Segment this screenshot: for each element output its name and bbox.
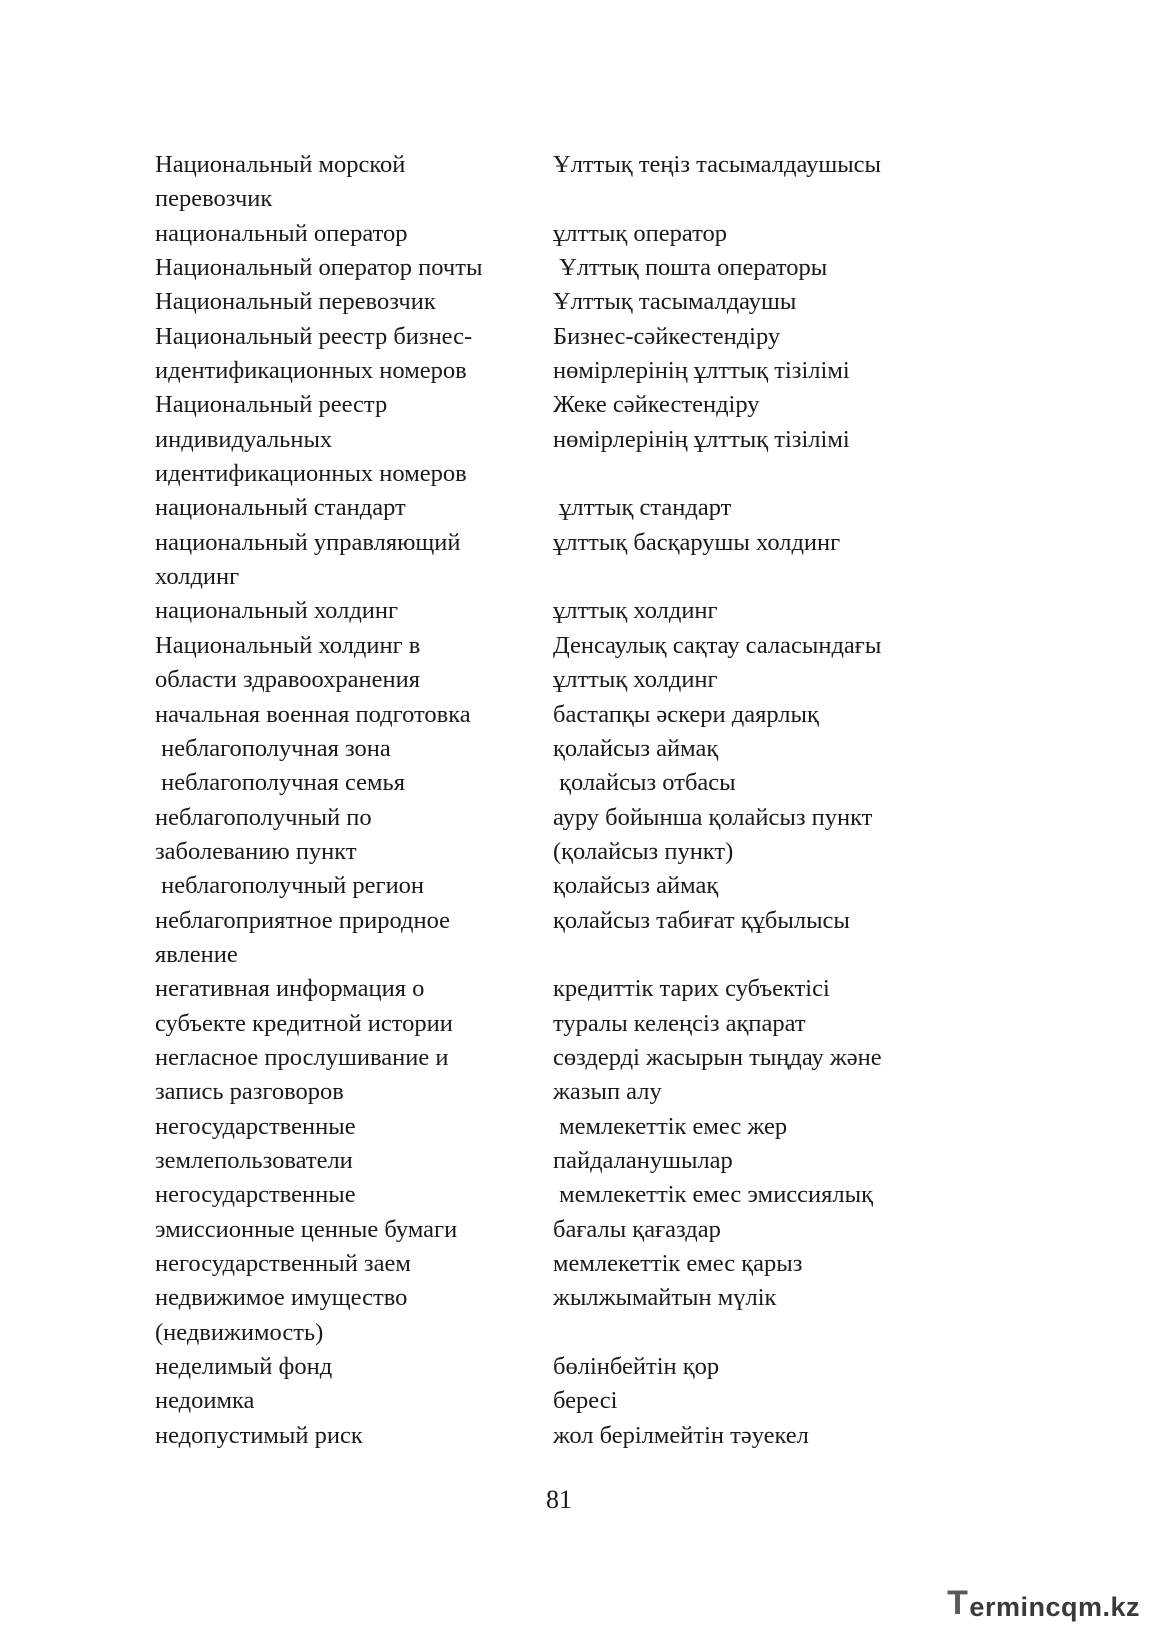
- russian-term: неделимый фонд: [155, 1353, 333, 1381]
- glossary-line: [155, 972, 955, 1006]
- russian-term: негативная информация о: [155, 975, 425, 1003]
- glossary-line: [155, 560, 955, 594]
- russian-term: Национальный перевозчик: [155, 288, 436, 316]
- kazakh-term: мемлекеттік емес эмиссиялық: [553, 1181, 874, 1209]
- russian-term: субъекте кредитной истории: [155, 1009, 453, 1037]
- russian-term: Национальный холдинг в: [155, 631, 421, 659]
- glossary-line: [155, 1316, 955, 1350]
- kazakh-term: сөздерді жасырын тыңдау және: [553, 1043, 882, 1071]
- glossary-line: [155, 629, 955, 663]
- glossary-entries: [155, 148, 955, 1453]
- kazakh-term: бағалы қағаздар: [553, 1215, 721, 1243]
- russian-term: идентификационных номеров: [155, 357, 467, 385]
- kazakh-term: Бизнес-сәйкестендіру: [553, 322, 781, 350]
- kazakh-term: ұлттық оператор: [553, 219, 727, 247]
- russian-term: Национальный реестр: [155, 391, 388, 419]
- kazakh-term: пайдаланушылар: [553, 1146, 733, 1174]
- russian-term: недвижимое имущество: [155, 1284, 408, 1312]
- russian-term: национальный стандарт: [155, 494, 406, 522]
- russian-term: индивидуальных: [155, 425, 333, 453]
- kazakh-term: жазып алу: [553, 1078, 662, 1106]
- russian-term: явление: [155, 940, 238, 968]
- kazakh-term: кредиттік тарих субъектісі: [553, 975, 830, 1003]
- kazakh-term: бөлінбейтін қор: [553, 1353, 720, 1381]
- russian-term: Национальный оператор почты: [155, 254, 483, 282]
- russian-term: начальная военная подготовка: [155, 700, 471, 728]
- glossary-line: [155, 1419, 955, 1453]
- russian-term: заболеванию пункт: [155, 837, 357, 865]
- russian-term: неблагополучный по: [155, 803, 372, 831]
- kazakh-term: Ұлттық теңіз тасымалдаушысы: [553, 151, 881, 178]
- russian-term: (недвижимость): [155, 1318, 324, 1346]
- glossary-line: [155, 251, 955, 285]
- kazakh-term: ұлттық холдинг: [553, 666, 718, 694]
- russian-term: недопустимый риск: [155, 1421, 363, 1449]
- kazakh-term: ауру бойынша қолайсыз пункт: [553, 803, 873, 831]
- kazakh-term: ұлттық холдинг: [553, 597, 718, 625]
- kazakh-term: ұлттық стандарт: [553, 494, 732, 522]
- russian-term: негосударственный заем: [155, 1250, 411, 1277]
- glossary-line: [155, 354, 955, 388]
- watermark-t-letter: T: [947, 1584, 969, 1622]
- watermark-text-end: m.kz: [1077, 1592, 1140, 1622]
- kazakh-term: бастапқы әскери даярлық: [553, 700, 819, 728]
- russian-term: холдинг: [155, 563, 240, 591]
- russian-term: землепользователи: [155, 1146, 353, 1174]
- glossary-line: [155, 766, 955, 800]
- glossary-line: [155, 388, 955, 422]
- glossary-line: [155, 1110, 955, 1144]
- glossary-line: [155, 1213, 955, 1247]
- glossary-line: [155, 1350, 955, 1384]
- russian-term: перевозчик: [155, 185, 273, 213]
- russian-term: неблагополучный регион: [155, 872, 425, 900]
- glossary-line: [155, 1075, 955, 1109]
- watermark-text-start: ermincq: [969, 1592, 1078, 1622]
- russian-term: национальный оператор: [155, 219, 408, 247]
- russian-term: неблагополучная зона: [155, 734, 391, 762]
- russian-term: Национальный реестр бизнес-: [155, 322, 473, 350]
- kazakh-term: мемлекеттік емес қарыз: [553, 1250, 803, 1277]
- glossary-line: [155, 904, 955, 938]
- glossary-line: [155, 1281, 955, 1315]
- glossary-line: [155, 182, 955, 216]
- glossary-line: [155, 1178, 955, 1212]
- kazakh-term: қолайсыз аймақ: [553, 872, 719, 900]
- kazakh-term: қолайсыз отбасы: [553, 769, 736, 797]
- termincom-watermark: [947, 1584, 1140, 1623]
- glossary-line: [155, 148, 955, 182]
- glossary-line: [155, 320, 955, 354]
- russian-term: неблагополучная семья: [155, 769, 405, 797]
- kazakh-term: (қолайсыз пункт): [553, 837, 734, 865]
- russian-term: Национальный морской: [155, 151, 406, 178]
- glossary-line: [155, 732, 955, 766]
- russian-term: запись разговоров: [155, 1078, 344, 1106]
- kazakh-term: қолайсыз аймақ: [553, 734, 719, 762]
- glossary-line: [155, 1041, 955, 1075]
- kazakh-term: Жеке сәйкестендіру: [553, 391, 760, 419]
- russian-term: неблагоприятное природное: [155, 906, 451, 934]
- kazakh-term: мемлекеттік емес жер: [553, 1112, 788, 1140]
- glossary-line: [155, 457, 955, 491]
- glossary-line: [155, 801, 955, 835]
- glossary-line: [155, 285, 955, 319]
- glossary-line: [155, 526, 955, 560]
- kazakh-term: жылжымайтын мүлік: [553, 1284, 777, 1312]
- russian-term: недоимка: [155, 1387, 255, 1415]
- glossary-line: [155, 869, 955, 903]
- glossary-line: [155, 1144, 955, 1178]
- glossary-line: [155, 1007, 955, 1041]
- glossary-line: [155, 663, 955, 697]
- russian-term: негосударственные: [155, 1181, 356, 1209]
- glossary-line: [155, 938, 955, 972]
- kazakh-term: Ұлттық тасымалдаушы: [553, 288, 797, 316]
- glossary-line: [155, 835, 955, 869]
- glossary-line: [155, 423, 955, 457]
- kazakh-term: Ұлттық пошта операторы: [553, 254, 828, 282]
- page-number: 81: [546, 1485, 572, 1514]
- glossary-line: [155, 217, 955, 251]
- russian-term: национальный управляющий: [155, 528, 461, 556]
- glossary-line: [155, 1384, 955, 1418]
- kazakh-term: Денсаулық сақтау саласындағы: [553, 631, 882, 659]
- kazakh-term: қолайсыз табиғат құбылысы: [553, 906, 850, 934]
- kazakh-term: нөмірлерінің ұлттық тізілімі: [553, 425, 850, 453]
- russian-term: эмиссионные ценные бумаги: [155, 1215, 458, 1243]
- glossary-line: [155, 594, 955, 628]
- kazakh-term: нөмірлерінің ұлттық тізілімі: [553, 357, 850, 385]
- kazakh-term: ұлттық басқарушы холдинг: [553, 528, 841, 556]
- glossary-line: [155, 1247, 955, 1281]
- kazakh-term: бересі: [553, 1387, 618, 1415]
- glossary-line: [155, 491, 955, 525]
- russian-term: идентификационных номеров: [155, 460, 467, 488]
- kazakh-term: туралы келеңсіз ақпарат: [553, 1009, 806, 1037]
- russian-term: негласное прослушивание и: [155, 1043, 449, 1071]
- russian-term: области здравоохранения: [155, 666, 420, 694]
- russian-term: национальный холдинг: [155, 597, 399, 625]
- kazakh-term: жол берілмейтін тәуекел: [553, 1421, 809, 1449]
- glossary-line: [155, 698, 955, 732]
- russian-term: негосударственные: [155, 1112, 356, 1140]
